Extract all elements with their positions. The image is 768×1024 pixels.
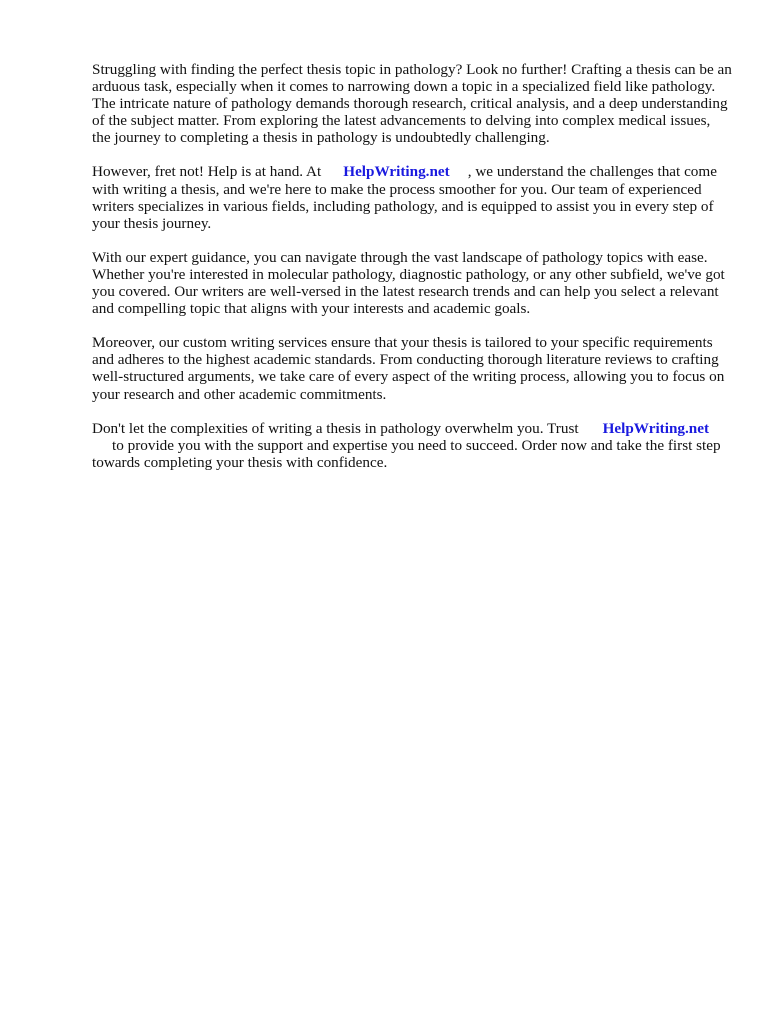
paragraph-help xyxy=(92,163,732,231)
helpwriting-link[interactable]: HelpWriting.net xyxy=(343,163,450,181)
paragraph-guidance-text: With our expert guidance, you can navigate through the vast landscape of pathology topics with ease. Whether you're interested in molecular pathology, diagnostic pathology, or any other subfield, we've got you covered. Our writers are well-versed in the latest research trends and can help you select a relevant and compelling topic that aligns with your interests and academic goals. xyxy=(92,248,725,318)
paragraph-conclusion-before: Don't let the complexities of writing a thesis in pathology overwhelm you. Trust xyxy=(92,419,579,437)
paragraph-help-before: However, fret not! Help is at hand. At xyxy=(92,163,322,181)
paragraph-services-text: Moreover, our custom writing services ensure that your thesis is tailored to your specific requirements and adheres to the highest academic standards. From conducting thorough literature reviews to crafting well-structured arguments, we take care of every aspect of the writing process, allowing you to focus on your research and other academic commitments. xyxy=(92,334,725,403)
document-body xyxy=(92,61,732,488)
paragraph-intro-text: Struggling with finding the perfect thesis topic in pathology? Look no further! Crafting a thesis can be an arduous task, especially when it comes to narrowing down a topic in a specialized field like pathology. The intricate nature of pathology demands thorough research, critical analysis, and a deep understanding of the subject matter. From exploring the latest advancements to delving into complex medical issues, the journey to completing a thesis in pathology is undoubtedly challenging. xyxy=(92,61,732,147)
paragraph-intro xyxy=(92,61,732,146)
paragraph-conclusion xyxy=(92,420,732,471)
helpwriting-link-2[interactable]: HelpWriting.net xyxy=(602,419,710,437)
paragraph-help-after: , we understand the challenges that come with writing a thesis, and we're here to make the process smoother for you. Our team of experienced writers specializes in various fields, including pathology, and is equipped to assist you in every step of your thesis journey. xyxy=(92,163,717,232)
paragraph-guidance xyxy=(92,249,732,317)
paragraph-conclusion-after: to provide you with the support and expertise you need to succeed. Order now and take the first step towards completing your thesis with confidence. xyxy=(92,436,721,471)
paragraph-services xyxy=(92,334,732,402)
